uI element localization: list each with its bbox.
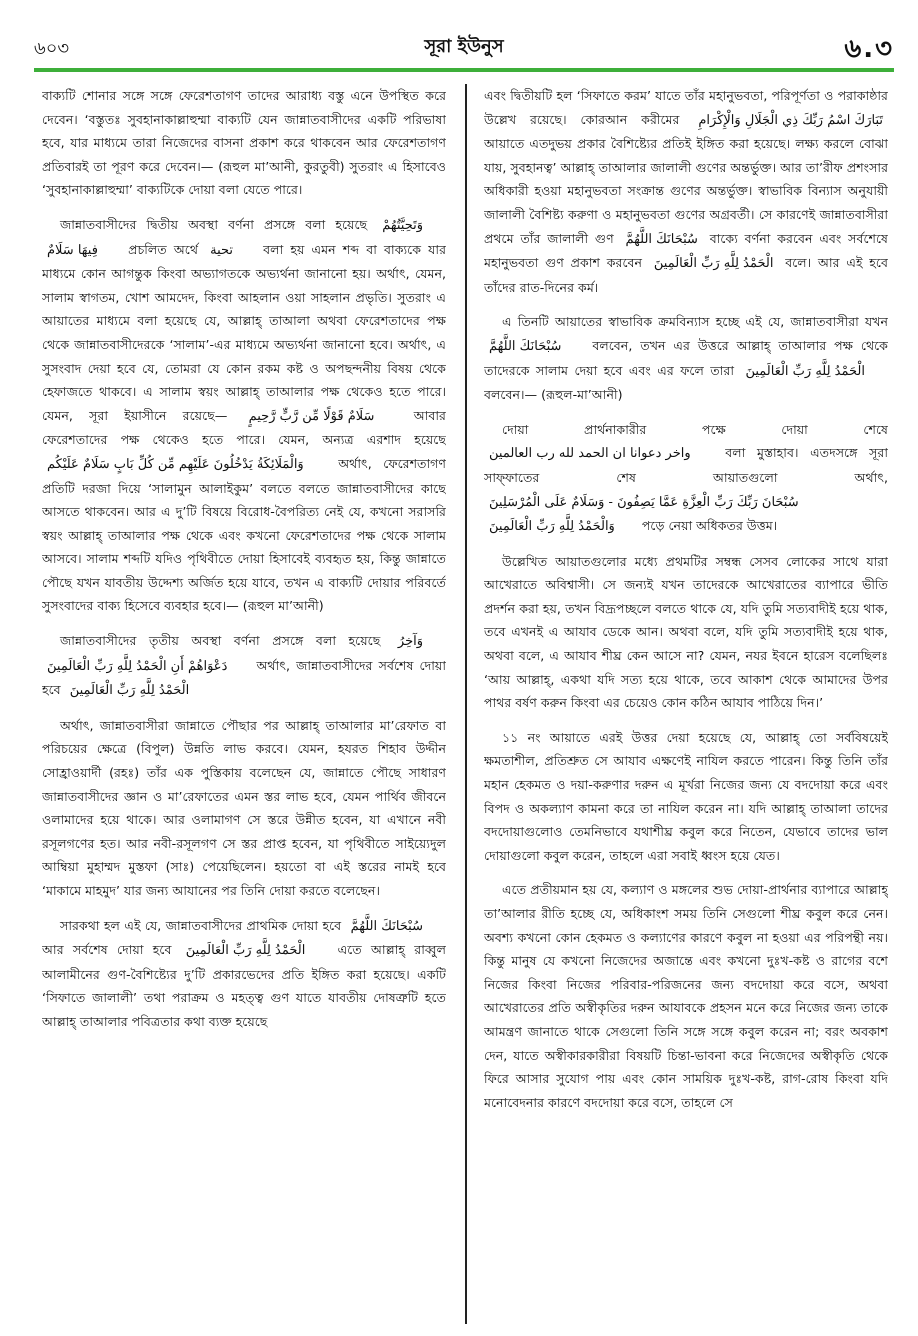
paragraph xyxy=(484,550,888,715)
text-run: উল্লেখিত আয়াতগুলোর মধ্যে প্রথমটির সম্বন্ধ সেসব লোকের সাথে যারা আখেরাতে অবিশ্বাসী। সে জন্যই যখন তাদেরকে আখেরাতের ব্যাপারে ভীতি প্রদর্শন করা হয়, তখন বিদ্রূপচ্ছলে বলতে থাকে যে, যদি তুমি সত্যবাদীই হয়ে থাক, তবে এখনই এ আযাব ডেকে আন। অথবা বলে, যদি তুমি সত্যবাদীই হয়ে থাক, অথবা বলে, এ আযাব শীঘ্র কেন আসে না? যেমন, নযর ইবনে হারেস বলেছিলঃ ‘আয় আল্লাহ্, একথা যদি সত্য হয়ে থাকে, তবে আকাশ থেকে আমাদের উপর পাথর বর্ষণ করুন কিংবা এর চেয়েও কোন কঠিন আযাব পাঠিয়ে দিন।’ xyxy=(484,553,888,711)
paragraph xyxy=(42,84,446,202)
text-run: অর্থাৎ, জান্নাতবাসীদের সর্বশেষ দোয়া হবে xyxy=(42,657,446,698)
arabic-quote: وَالْحَمْدُ لِلَّهِ رَبِّ الْعَالَمِينَ xyxy=(489,519,615,535)
text-run: বলে। আর এই হবে তাঁদের রাত-দিনের কর্ম। xyxy=(484,255,888,295)
arabic-quote: الْحَمْدُ لِلَّهِ رَبِّ الْعَالَمِينَ xyxy=(653,256,774,272)
header-rule xyxy=(34,68,894,72)
text-run: বলবেন, তখন এর উত্তরে আল্লাহ্ তাআলার পক্ষ থেকে তাদেরকে সালাম দেয়া হবে এবং এর ফলে তারা xyxy=(484,337,888,378)
text-run: আবার ফেরেশতাদের পক্ষ থেকেও হতে পারে। যেমন, অন্যত্র এরশাদ হয়েছে xyxy=(42,407,446,448)
paragraph xyxy=(484,84,888,299)
arabic-quote: دَعْوَاهُمْ أَنِ الْحَمْدُ لِلَّهِ رَبِّ الْعَالَمِينَ xyxy=(47,658,228,674)
text-run: জান্নাতবাসীদের দ্বিতীয় অবস্থা বর্ণনা প্রসঙ্গে বলা হয়েছে xyxy=(60,216,378,232)
text-run: এতে আল্লাহ্ রাব্বুল আলামীনের গুণ-বৈশিষ্ট্যের দু’টি প্রকারভেদের প্রতি ইঙ্গিত করা হয়েছে। একটি ‘সিফাতে জালালী’ তথা পরাক্রম ও মহত্ত্ব গুণ যাতে যাবতীয় দোষত্রুটি হতে আল্লাহ্ তাআলার পবিত্রতার কথা ব্যক্ত হয়েছে xyxy=(42,942,446,1029)
arabic-quote: سُبْحَانَ رَبِّكَ رَبِّ الْعِزَّةِ عَمَّا يَصِفُونَ - وَسَلَامٌ عَلَى الْمُرْسَلِينَ xyxy=(489,494,799,510)
page-number-left: ৬০৩ xyxy=(34,38,70,59)
arabic-quote: سُبْحَانَكَ اللَّهُمَّ xyxy=(350,918,423,934)
arabic-quote: سُبْحَانَكَ اللَّهُمَّ xyxy=(489,338,562,354)
text-run: প্রচলিত অর্থে xyxy=(120,241,206,257)
text-run: এ তিনটি আয়াতের স্বাভাবিক ক্রমবিন্যাস হচ্ছে এই যে, জান্নাতবাসীরা যখন xyxy=(502,314,888,330)
arabic-quote: الْحَمْدُ لِلَّهِ رَبِّ الْعَالَمِينَ xyxy=(185,943,306,959)
text-run: জান্নাতবাসীদের তৃতীয় অবস্থা বর্ণনা প্রসঙ্গে বলা হয়েছে xyxy=(60,633,393,649)
text-run: আর সর্বশেষ দোয়া হবে xyxy=(42,942,181,958)
text-run: অর্থাৎ, জান্নাতবাসীরা জান্নাতে পৌছার পর আল্লাহ্ তাআলার মা’রেফাত বা পরিচয়ের ক্ষেত্রে (বিপুল) উন্নতি লাভ করবে। যেমন, হযরত শিহাব উদ্দীন সোহ্রাওয়ার্দী (রহঃ) তাঁর এক পুস্তিকায় বলেছেন যে, জান্নাতে পৌছে সাধারণ জান্নাতবাসীদের জ্ঞান ও মা’রেফাতের এমন স্তর লাভ হবে, যেমন পার্থিব জীবনে ওলামাদের হয়ে থাকে। আর ওলামাগণ সে স্তরে উন্নীত হবেন, যা এখানে নবী রসূলগণের হত। আর নবী-রসূলগণ সে স্তর প্রাপ্ত হবেন, যা পৃথিবীতে সাইয়্যেদুল আম্বিয়া মুহাম্মদ মুস্তফা (সাঃ) পেয়েছিলেন। হয়তো বা এই স্তরের নামই হবে ‘মাকামে মাহমুদ’ যার জন্য আযানের পর তিনি দোয়া করতে বলেছেন। xyxy=(42,717,446,898)
arabic-quote: تَبَارَكَ اسْمُ رَبِّكَ ذِي الْجَلَالِ وَالْإِكْرَامِ xyxy=(698,112,883,128)
arabic-quote: وَتَحِيَّتُهُمْ xyxy=(382,217,423,233)
arabic-quote: فِيهَا سَلَامٌ xyxy=(47,242,98,258)
paragraph xyxy=(42,629,446,703)
paragraph xyxy=(484,310,888,406)
text-run: অর্থাৎ, ফেরেশতাগণ প্রতিটি দরজা দিয়ে ‘সালামুন আলাইকুম’ বলতে বলতে জান্নাতবাসীদের কাছে আসতে থাকবেন। আর এ দু’টি বিষয়ে বিরোধ-বৈপরিত্য নেই যে, কখনো সরাসরি স্বয়ং আল্লাহ্ তাআলার পক্ষ থেকে এবং কখনো ফেরেশতাদের পক্ষ থেকে সালাম আসবে। সালাম শব্দটি যদিও পৃথিবীতে দোয়া হিসাবেই ব্যবহৃত হয়, কিন্তু জান্নাতে পৌছে যখন যাবতীয় উদ্দেশ্য অর্জিত হয়ে যাবে, তখন এ বাক্যটি দোয়ার পরিবর্তে সুসংবাদের বাক্য হিসেবে ব্যবহার হবে।— (রূহুল মা’আনী) xyxy=(42,455,446,614)
arabic-quote: وَآخِرُ xyxy=(397,634,423,650)
text-run: বলবেন।— (রূহুল-মা’আনী) xyxy=(484,387,623,403)
arabic-quote: وَالْمَلَائِكَةُ يَدْخُلُونَ عَلَيْهِم مِّن كُلِّ بَابٍ سَلَامٌ عَلَيْكُم xyxy=(47,456,304,472)
page-header xyxy=(34,28,894,68)
left-column xyxy=(42,84,446,1324)
text-run: ১১ নং আয়াতে এরই উত্তর দেয়া হয়েছে যে, আল্লাহ্ তো সর্ববিষয়েই ক্ষমতাশীল, প্রতিশ্রুত সে আযাব এক্ষণেই নাযিল করতে পারেন। কিন্তু তিনি তাঁর মহান হেকমত ও দয়া-করুণার দরুন এ মূর্খরা নিজের জন্য যে বদদোয়া করে এবং বিপদ ও অকল্যাণ কামনা করে তা নাযিল করেন না। যদি আল্লাহ্ তাআলা তাদের বদদোয়াগুলোও তেমনিভাবে যথাশীঘ্র কবুল করে নিতেন, যেভাবে তাদের ভাল দোয়াগুলো কবুল করেন, তাহলে এরা সবাই ধ্বংস হয়ে যেত। xyxy=(484,729,888,863)
arabic-quote: واخر دعوانا ان الحمد لله رب العالمين xyxy=(489,446,691,462)
page-number-right: ৬.৩ xyxy=(844,34,894,64)
paragraph xyxy=(42,714,446,903)
text-run: দোয়া প্রার্থনাকারীর পক্ষে দোয়া শেষে xyxy=(502,421,888,437)
text-run: সারকথা হল এই যে, জান্নাতবাসীদের প্রাথমিক দোয়া হবে xyxy=(60,917,346,933)
text-run: আয়াতে এতদুভয় প্রকার বৈশিষ্ট্যের প্রতিই ইঙ্গিত করা হয়েছে। লক্ষ্য করলে বোঝা যায়, সুবহানত্ব’ আল্লাহ্ তাআলার জালালী গুণের অন্তর্ভুক্ত। আর তা’রীফ প্রশংসার অধিকারী হওয়া মহানুভবতা সংক্রান্ত গুণের অন্তর্ভুক্ত। স্বাভাবিক বিন্যাস অনুযায়ী জালালী বৈশিষ্ট্য করুণা ও মহানুভবতা গুণের অগ্রবর্তী। সে কারণেই জান্নাতবাসীরা প্রথমে তাঁর জালালী গুণ xyxy=(484,136,888,246)
text-run: বাক্যটি শোনার সঙ্গে সঙ্গে ফেরেশতাগণ তাদের আরাধ্য বস্তু এনে উপস্থিত করে দেবেন। ‘বস্তুতঃ সুবহানাকাল্লাহুম্মা বাক্যটি যেন জান্নাতবাসীদের একটি পরিভাষা হবে, যার মাধ্যমে তারা নিজেদের বাসনা প্রকাশ করে থাকবেন আর ফেরেশতাগণ প্রতিবারই তা পূরণ করে দেবেন।— (রূহুল মা’আনী, কুরতুবী) সুতরাং এ হিসাবেও ‘সুবহানাকাল্লাহুম্মা’ বাক্যটিকে দোয়া বলা যেতে পারে। xyxy=(42,88,446,198)
paragraph xyxy=(484,726,888,868)
text-run: বলা হয় এমন শব্দ বা বাক্যকে যার মাধ্যমে কোন আগন্তুক কিংবা অভ্যাগতকে অভ্যর্থনা জানানো হয়। অর্থাৎ, যেমন, সালাম স্বাগতম, খোশ আমদেদ, কিংবা আহলান ওয়া সাহলান প্রভৃতি। সুতরাং এ আয়াতের মাধ্যমে বলা হয়েছে যে, আল্লাহ্ তাআলা অথবা ফেরেশতাদের পক্ষ থেকে জান্নাতবাসীদেরকে ‘সালাম’-এর মাধ্যমে অভ্যর্থনা জানানো হবে। অর্থাৎ, এ সুসংবাদ দেয়া হবে যে, তোমরা যে কোন রকম কষ্ট ও অপছন্দনীয় বিষয় থেকে হেফাজতে থাকবে। এ সালাম স্বয়ং আল্লাহ্ তাআলার পক্ষ থেকেও হতে পারে। যেমন, সূরা ইয়াসীনে রয়েছে— xyxy=(42,241,446,423)
text-run: বাক্যে বর্ণনা করবেন এবং সর্বশেষে মহানুভবতা গুণ প্রকাশ করবেন xyxy=(484,230,888,271)
text-columns xyxy=(42,84,888,1324)
surah-title: সূরা ইউনুস xyxy=(424,36,504,57)
column-divider xyxy=(465,84,467,1324)
paragraph xyxy=(484,418,888,539)
arabic-quote: تحية xyxy=(210,242,234,258)
text-run: এতে প্রতীয়মান হয় যে, কল্যাণ ও মঙ্গলের শুভ দোয়া-প্রার্থনার ব্যাপারে আল্লাহ্ তা’আলার রীতি হচ্ছে যে, অধিকাংশ সময় তিনি সেগুলো শীঘ্র কবুল করে নেন। অবশ্য কখনো কোন হেকমত ও কল্যাণের কারণে কবুল না হওয়া এর পরিপন্থী নয়। কিন্তু মানুষ যে কখনো নিজেদের অজান্তে এবং কখনো দুঃখ-কষ্ট ও রাগের বশে নিজের কিংবা নিজের পরিবার-পরিজনের জন্য বদদোয়া করে বসে, অথবা আখেরাতের প্রতি অস্বীকৃতির দরুন আযাবকে প্রহসন মনে করে নিজের জন্য তাকে আমন্ত্রণ জানাতে থাকে সেগুলো তিনি সঙ্গে সঙ্গে কবুল করেন না; বরং অবকাশ দেন, যাতে অস্বীকারকারীরা বিষয়টি চিন্তা-ভাবনা করে নিজেদের অস্বীকৃতি থেকে ফিরে আসার সুযোগ পায় এবং কোন সাময়িক দুঃখ-কষ্ট, রাগ-রোষ কিংবা যদি মনোবেদনার কারণে বদদোয়া করে বসে, তাহলে সে xyxy=(484,882,888,1110)
arabic-quote: سَلَامٌ قَوْلًا مِّن رَّبٍّ رَّحِيمٍ xyxy=(248,408,375,424)
arabic-quote: الْحَمْدُ لِلَّهِ رَبِّ الْعَالَمِينَ xyxy=(69,683,190,699)
paragraph xyxy=(42,213,446,618)
paragraph xyxy=(42,914,446,1034)
text-run: এবং দ্বিতীয়টি হল ‘সিফাতে করম’ যাতে তাঁর মহানুভবতা, পরিপূর্ণতা ও পরাকাষ্ঠার উল্লেখ রয়েছে। কোরআন করীমের xyxy=(484,88,888,127)
paragraph xyxy=(484,878,888,1114)
arabic-quote: سُبْحَانَكَ اللَّهُمَّ xyxy=(625,231,698,247)
right-column xyxy=(484,84,888,1324)
text-run: বলা মুস্তাহাব। এতদসঙ্গে সূরা সাফ্ফাতের শেষ আয়াতগুলো অর্থাৎ, xyxy=(484,445,888,485)
arabic-quote: الْحَمْدُ لِلَّهِ رَبِّ الْعَالَمِينَ xyxy=(745,363,865,379)
text-run: পড়ে নেয়া অধিকতর উত্তম। xyxy=(637,518,778,534)
